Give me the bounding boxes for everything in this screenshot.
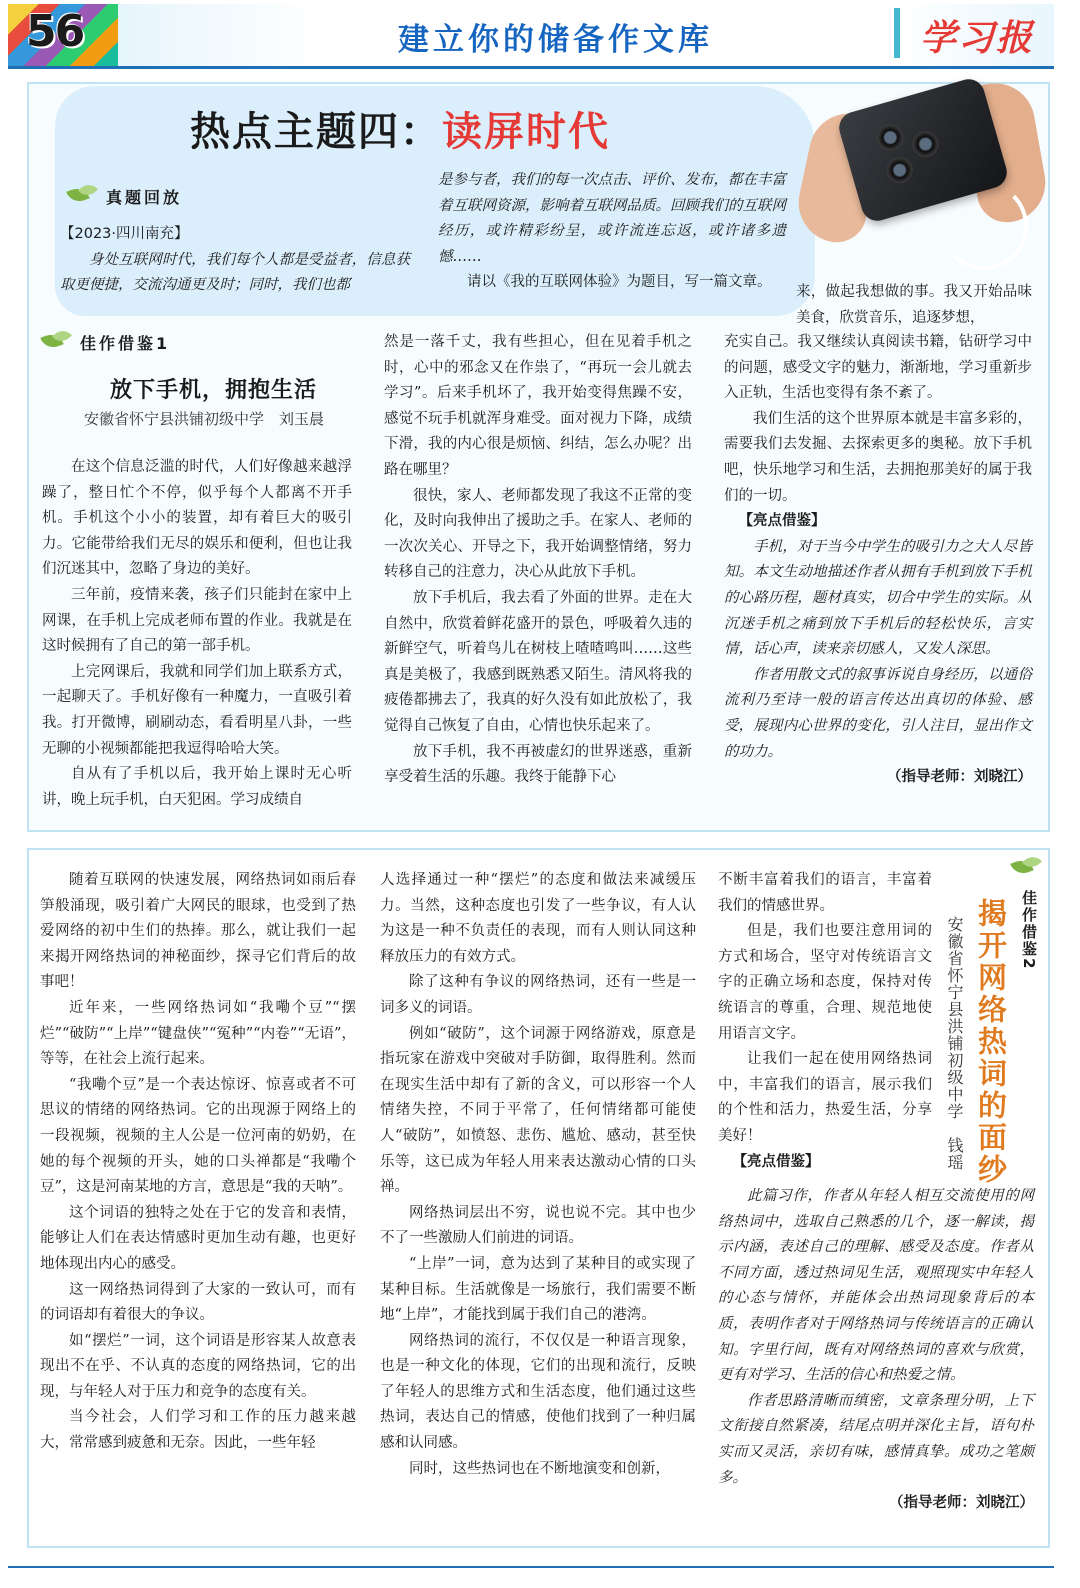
highlight-label: 【亮点借鉴】	[732, 1153, 820, 1170]
paragraph: 当今社会，人们学习和工作的压力越来越大，常常感到疲惫和无奈。因此，一些年轻	[40, 1409, 356, 1452]
paragraph: 随着互联网的快速发展，网络热词如雨后春笋般涌现，吸引着广大网民的眼球，也受到了热爱网络的初中生们的热捧。那么，就让我们一起来揭开网络热词的神秘面纱，探寻它们背后的故事吧！	[40, 872, 356, 991]
article2-col2	[380, 868, 696, 1482]
article1-col3	[724, 330, 1032, 791]
article2-author: 安徽省怀宁县洪铺初级中学 钱瑶	[945, 916, 964, 1171]
leaf-icon	[1010, 856, 1044, 880]
article2-comment	[718, 1184, 1034, 1517]
camera-lens-icon	[909, 128, 941, 160]
paragraph: “上岸”一词，意为达到了某种目的或实现了某种目标。生活就像是一场旅行，我们需要不断地“上岸”，才能找到属于我们自己的港湾。	[380, 1255, 696, 1324]
topic-title-prefix: 热点主题四：	[190, 108, 442, 155]
article1-label	[40, 330, 170, 354]
highlight-label: 【亮点借鉴】	[738, 513, 826, 530]
article2-col3-narrow	[718, 868, 932, 1175]
prompt-right-text: 是参与者，我们的每一次点击、评价、发布，都在丰富着互联网资源，影响着互联网品质。回顾我们的互联网经历，或许精彩纷呈，或许流连忘返，或许诸多遗憾……	[438, 172, 786, 265]
paragraph: 自从有了手机以后，我开始上课时无心听讲，晚上玩手机，白天犯困。学习成绩自	[42, 766, 352, 808]
leaf-icon	[40, 330, 74, 354]
prompt-right	[438, 168, 786, 296]
brand-logo: 学习报	[920, 17, 1035, 59]
page-number: 56	[26, 6, 84, 57]
article1-col2	[384, 330, 692, 791]
paragraph: 不断丰富着我们的语言，丰富着我们的情感世界。	[718, 872, 932, 914]
article2-title: 揭开网络热词的面纱	[974, 898, 1008, 1186]
paragraph: 网络热词的流行，不仅仅是一种语言现象，也是一种文化的体现，它们的出现和流行，反映了年轻人的思维方式和生活态度，他们通过这些热词，表达自己的情感，使他们找到了一种归属感和认同感。	[380, 1332, 696, 1452]
paragraph: 近年来，一些网络热词如“我嘞个豆”“摆烂”“破防”“上岸”“键盘侠”“冤种”“内卷”“无语”，等等，在社会上流行起来。	[40, 999, 356, 1068]
comment: 作者用散文式的叙事诉说自身经历，以通俗流利乃至诗一般的语言传达出真切的体验、感受，展现内心世界的变化，引人注目，显出作文的功力。	[724, 666, 1032, 760]
comment: 此篇习作，作者从年轻人相互交流使用的网络热词中，选取自己熟悉的几个，逐一解读，揭示内涵，表述自己的理解、感受及态度。作者从不同方面，透过热词见生活，观照现实中年轻人的心态与情怀，并能体会出热词现象背后的本质，表明作者对于网络热词与传统语言的正确认知。字里行间，既有对网络热词的喜欢与欣赏，更有对学习、生活的信心和热爱之情。	[718, 1188, 1034, 1384]
paragraph: 充实自己。我又继续认真阅读书籍，钻研学习中的问题，感受文字的魅力，渐渐地，学习重新步入正轨，生活也变得有条不紊了。	[724, 334, 1032, 402]
teacher-credit: （指导老师：刘晓江）	[889, 1495, 1034, 1512]
paragraph: 这个词语的独特之处在于它的发音和表情，能够让人们在表达情感时更加生动有趣，也更好地体现出内心的感受。	[40, 1204, 356, 1272]
prompt-source: 【2023·四川南充】	[60, 226, 189, 242]
comment: 作者思路清晰而缜密，文章条理分明，上下文衔接自然紧凑，结尾点明并深化主旨，语句朴实而又灵活，亲切有味，感情真挚。成功之笔颇多。	[718, 1392, 1034, 1486]
article2-leaf	[1010, 856, 1050, 880]
phone-illustration	[790, 72, 1050, 262]
paragraph: 网络热词层出不穷，说也说不完。其中也少不了一些激励人们前进的词语。	[380, 1204, 696, 1247]
paragraph: 例如“破防”，这个词源于网络游戏，原意是指玩家在游戏中突破对手防御，取得胜利。然而在现实生活中却有了新的含义，可以形容一个人情绪失控，不同于平常了，任何情绪都可能使人“破防”，如愤怒、悲伤、尴尬、感动，甚至快乐等，这已成为年轻人用来表达激动心情的口头禅。	[380, 1025, 696, 1196]
prompt-label	[66, 184, 182, 208]
topic-title-highlight: 读屏时代	[442, 108, 610, 155]
prompt-label-text: 真题回放	[106, 187, 183, 207]
article2-label: 佳作借鉴2	[1020, 890, 1038, 971]
topic-title	[190, 100, 610, 157]
comment: 手机，对于当今中学生的吸引力之大人尽皆知。本文生动地描述作者从拥有手机到放下手机的心路历程，题材真实，切合中学生的实际。从沉迷手机之痛到放下手机后的轻松快乐，言实情，话心声，读来亲切感人，又发人深思。	[724, 538, 1032, 658]
footer-line	[8, 1566, 1054, 1568]
camera-lens-icon	[884, 154, 916, 186]
paragraph: 除了这种有争议的网络热词，还有一些是一词多义的词语。	[380, 974, 696, 1016]
paragraph: 三年前，疫情来袭，孩子们只能封在家中上网课，在手机上完成老师布置的作业。我就是在这时候拥有了自己的第一部手机。	[42, 586, 352, 655]
charging-cable	[940, 182, 1028, 270]
paragraph: 来，做起我想做的事。我又开始品味美食，欣赏音乐，追逐梦想，	[796, 284, 1032, 326]
paragraph: 这一网络热词得到了大家的一致认可，而有的词语却有着很大的争议。	[40, 1281, 356, 1324]
article1-col3-top	[796, 280, 1032, 331]
article1-col1	[42, 455, 352, 813]
paragraph: 人选择通过一种“摆烂”的态度和做法来减缓压力。当然，这种态度也引发了一些争议，有人认为这是一种不负责任的表现，而有人则认同这种释放压力的有效方式。	[380, 872, 696, 965]
article1-title: 放下手机，拥抱生活	[110, 377, 318, 403]
paragraph: 如“摆烂”一词，这个词语是形容某人故意表现出不在乎、不认真的态度的网络热词，它的出现，与年轻人对于压力和竞争的态度有关。	[40, 1332, 356, 1400]
article1-author: 安徽省怀宁县洪铺初级中学 刘玉晨	[84, 410, 325, 428]
header-divider	[894, 8, 900, 58]
article2-col1	[40, 868, 356, 1457]
paragraph: 放下手机，我不再被虚幻的世界迷惑，重新享受着生活的乐趣。我终于能静下心	[384, 743, 692, 786]
paragraph: 很快，家人、老师都发现了我这不正常的变化，及时向我伸出了援助之手。在家人、老师的一次次关心、开导之下，我开始调整情绪，努力转移自己的注意力，决心从此放下手机。	[384, 487, 692, 581]
paragraph: 在这个信息泛滥的时代，人们好像越来越浮躁了，整日忙个不停，似乎每个人都离不开手机。手机这个小小的装置，却有着巨大的吸引力。它能带给我们无尽的娱乐和便利，但也让我们沉迷其中，忽略了身边的美好。	[42, 459, 352, 578]
prompt-left	[60, 222, 410, 299]
paragraph: 但是，我们也要注意用词的方式和场合，坚守对传统语言文字的正确立场和态度，保持对传统语言的尊重，合理、规范地使用语言文字。	[718, 923, 932, 1042]
paragraph: “我嘞个豆”是一个表达惊讶、惊喜或者不可思议的情绪的网络热词。它的出现源于网络上的一段视频，视频的主人公是一位河南的奶奶，在她的每个视频的开头，她的口头禅都是“我嘞个豆”，这是河南某地的方言，意思是“我的天呐”。	[40, 1076, 356, 1196]
paragraph: 同时，这些热词也在不断地演变和创新，	[409, 1460, 670, 1477]
paragraph: 上完网课后，我就和同学们加上联系方式，一起聊天了。手机好像有一种魔力，一直吸引着我。打开微博，刷刷动态，看看明星八卦，一些无聊的小视频都能把我逗得哈哈大笑。	[42, 663, 352, 757]
teacher-credit: （指导老师：刘晓江）	[887, 769, 1032, 786]
leaf-icon	[66, 184, 100, 208]
prompt-instruction: 请以《我的互联网体验》为题目，写一篇文章。	[467, 274, 772, 291]
paragraph: 我们生活的这个世界原本就是丰富多彩的，需要我们去发掘、去探索更多的奥秘。放下手机吧，快乐地学习和生活，去拥抱那美好的属于我们的一切。	[724, 410, 1032, 504]
page-header	[8, 0, 1054, 72]
paragraph: 然是一落千丈，我有些担心，但在见着手机之时，心中的邪念又在作祟了，“再玩一会儿就去学习”。后来手机坏了，我开始变得焦躁不安，感觉不玩手机就浑身难受。面对视力下降，成绩下滑，我的内心很是烦恼、纠结，怎么办呢？出路在哪里？	[384, 334, 692, 478]
paragraph: 放下手机后，我去看了外面的世界。走在大自然中，欣赏着鲜花盛开的景色，呼吸着久违的新鲜空气，听着鸟儿在树枝上喳喳鸣叫……这些真是美极了，我感到既熟悉又陌生。清风将我的疲倦都拂去了，我真的好久没有如此放松了，我觉得自己恢复了自由，心情也快乐起来了。	[384, 589, 692, 734]
paragraph: 让我们一起在使用网络热词中，丰富我们的语言，展示我们的个性和活力，热爱生活，分享美好！	[718, 1051, 932, 1144]
camera-lens-icon	[874, 121, 906, 153]
prompt-left-text: 身处互联网时代，我们每个人都是受益者，信息获取更便捷，交流沟通更及时；同时，我们也都	[60, 251, 410, 294]
article1-label-text: 佳作借鉴1	[80, 333, 171, 353]
section-title: 建立你的储备作文库	[398, 22, 713, 58]
